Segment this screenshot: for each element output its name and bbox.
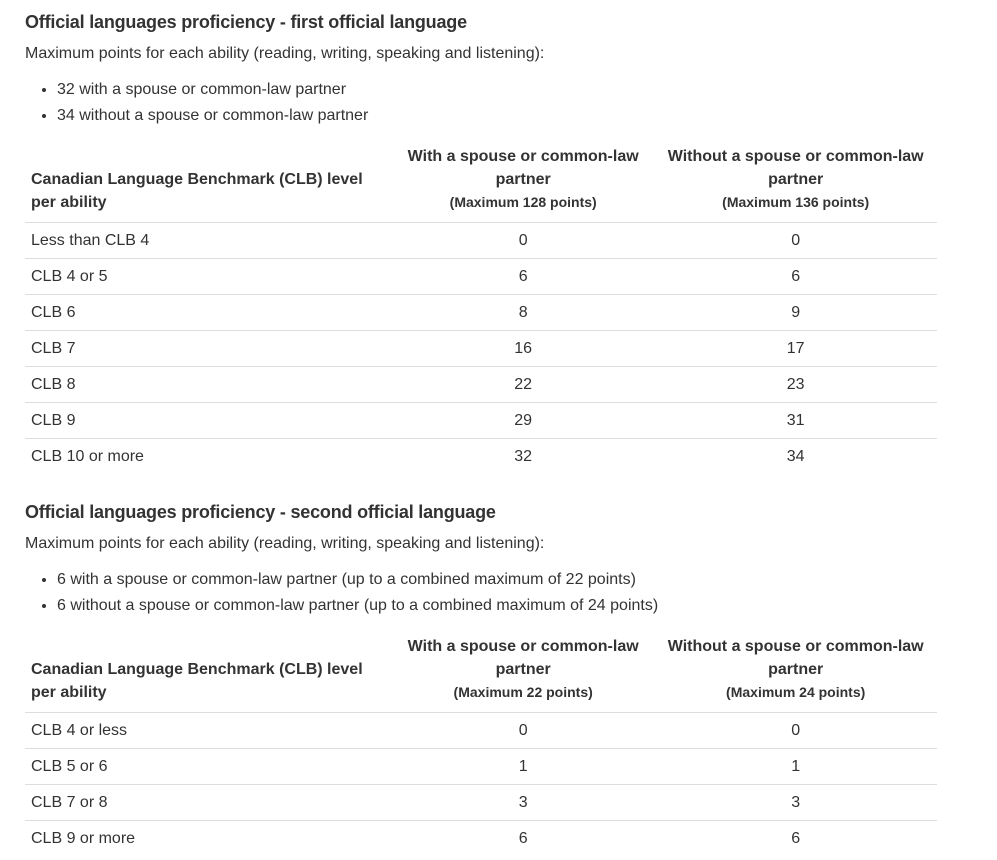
section-title: Official languages proficiency - second official language (25, 502, 496, 522)
cell-with-spouse: 32 (514, 447, 533, 465)
column-header-max: (Maximum 136 points) (722, 194, 870, 210)
bullet-list (25, 567, 997, 619)
cell-with-spouse: 29 (392, 403, 654, 439)
column-header-label: With a spouse or common-law partner (407, 638, 639, 678)
column-header-without-spouse (654, 631, 937, 713)
column-header-label: Without a spouse or common-law partner (667, 638, 924, 678)
second-language-section (25, 500, 997, 856)
section-intro: Maximum points for each ability (reading, writing, speaking and listening): (25, 535, 545, 552)
table-row (25, 785, 937, 821)
cell-level: CLB 7 or 8 (25, 785, 392, 821)
bullet-item: • 34 without a spouse or common-law partner (57, 103, 997, 129)
column-header-label: With a spouse or common-law partner (407, 148, 639, 188)
cell-level: CLB 5 or 6 (25, 749, 392, 785)
column-header-with-spouse (392, 141, 654, 223)
cell-without-spouse: 23 (654, 367, 937, 403)
cell-with-spouse: 3 (392, 785, 654, 821)
cell-without-spouse: 0 (654, 713, 937, 749)
cell-with-spouse: 22 (392, 367, 654, 403)
table-header-row (25, 631, 937, 713)
cell-level: CLB 4 or 5 (25, 259, 392, 295)
table-row (25, 331, 937, 367)
bullet-item: • 6 without a spouse or common-law partner (up to a combined maximum of 24 points) (57, 593, 997, 619)
table-row (25, 295, 937, 331)
cell-level: CLB 9 or more (31, 829, 136, 847)
cell-with-spouse: 8 (392, 295, 654, 331)
cell-without-spouse: 3 (654, 785, 937, 821)
column-header-max: (Maximum 128 points) (449, 194, 597, 210)
cell-without-spouse: 34 (786, 447, 805, 465)
cell-with-spouse: 6 (518, 829, 528, 847)
cell-level: Less than CLB 4 (25, 223, 392, 259)
points-table (25, 631, 937, 856)
points-table (25, 141, 937, 474)
table-row (25, 713, 937, 749)
cell-level: CLB 7 (25, 331, 392, 367)
cell-with-spouse: 16 (392, 331, 654, 367)
cell-without-spouse: 0 (654, 223, 937, 259)
column-header-max: (Maximum 22 points) (453, 684, 593, 700)
table-row (25, 223, 937, 259)
column-header-label: Without a spouse or common-law partner (667, 148, 924, 188)
table-row (25, 749, 937, 785)
cell-with-spouse: 6 (392, 259, 654, 295)
table-row (25, 821, 937, 857)
cell-level: CLB 10 or more (31, 447, 144, 465)
table-header-row (25, 141, 937, 223)
bullet-item: • 32 with a spouse or common-law partner (57, 77, 997, 103)
cell-level: CLB 4 or less (25, 713, 392, 749)
bullet-list (25, 77, 997, 129)
cell-level: CLB 9 (25, 403, 392, 439)
cell-with-spouse: 0 (392, 713, 654, 749)
cell-without-spouse: 9 (654, 295, 937, 331)
column-header-max: (Maximum 24 points) (726, 684, 866, 700)
column-header-level: Canadian Language Benchmark (CLB) level per ability (25, 631, 392, 713)
column-header-level: Canadian Language Benchmark (CLB) level per ability (25, 141, 392, 223)
cell-without-spouse: 17 (654, 331, 937, 367)
section-intro: Maximum points for each ability (reading, writing, speaking and listening): (25, 45, 545, 62)
cell-without-spouse: 6 (654, 259, 937, 295)
cell-level: CLB 6 (25, 295, 392, 331)
cell-with-spouse: 0 (392, 223, 654, 259)
cell-without-spouse: 1 (654, 749, 937, 785)
table-row (25, 259, 937, 295)
cell-without-spouse: 6 (791, 829, 801, 847)
first-language-section (25, 10, 997, 474)
table-row (25, 403, 937, 439)
table-row (25, 367, 937, 403)
column-header-without-spouse (654, 141, 937, 223)
section-title: Official languages proficiency - first official language (25, 12, 467, 32)
cell-without-spouse: 31 (654, 403, 937, 439)
table-row (25, 439, 937, 475)
bullet-item: • 6 with a spouse or common-law partner (up to a combined maximum of 22 points) (57, 567, 997, 593)
cell-with-spouse: 1 (392, 749, 654, 785)
cell-level: CLB 8 (25, 367, 392, 403)
column-header-with-spouse (392, 631, 654, 713)
